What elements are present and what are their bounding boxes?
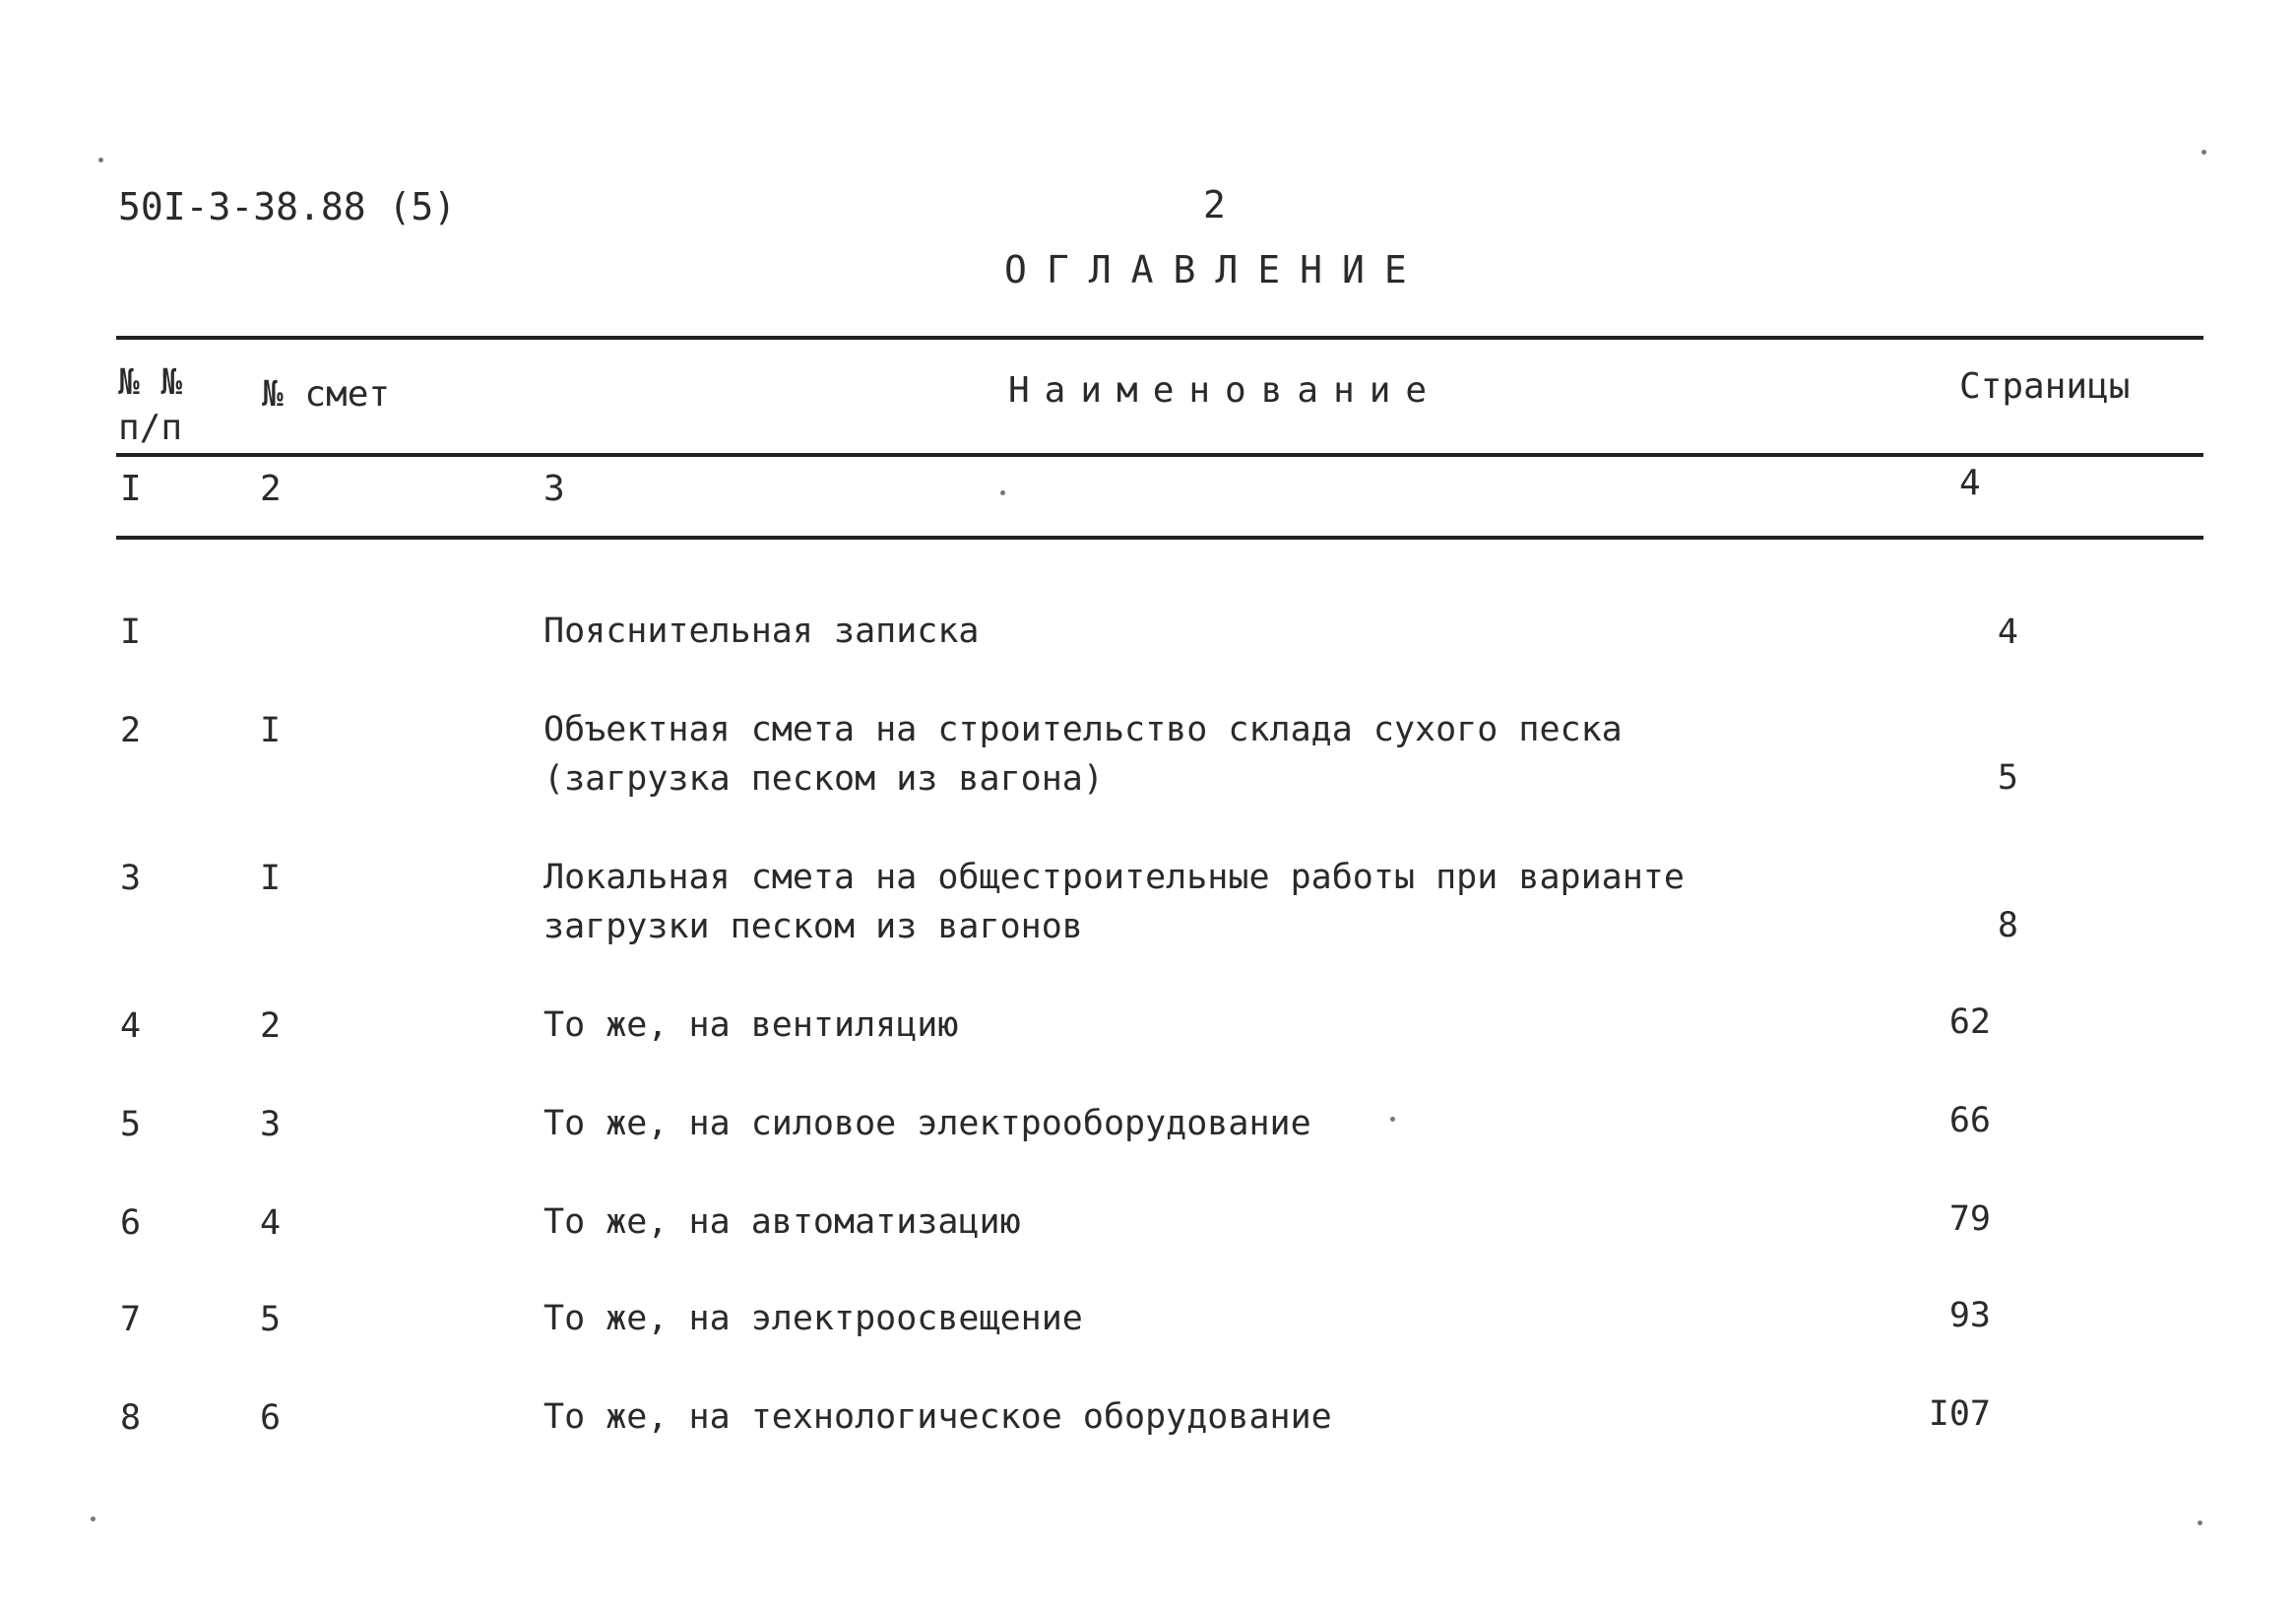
row-page: 66	[1948, 1101, 1991, 1140]
row-estimate: I	[260, 859, 282, 898]
row-page: 79	[1948, 1199, 1991, 1239]
row-page: 5	[1997, 758, 2018, 798]
document-code: 50I-3-38.88 (5)	[118, 185, 457, 228]
row-name-line1: Пояснительная записка	[543, 612, 980, 651]
row-name-line1: То же, на электроосвещение	[543, 1299, 1083, 1338]
row-number: I	[120, 613, 142, 652]
page-number: 2	[1203, 183, 1226, 226]
row-name-line1: То же, на автоматизацию	[543, 1202, 1021, 1242]
header-divider-rule	[116, 453, 2203, 457]
row-name-line1: То же, на технологическое оборудование	[543, 1397, 1332, 1437]
row-page: I07	[1928, 1394, 1991, 1434]
row-estimate: 5	[260, 1300, 282, 1339]
row-estimate: I	[260, 711, 282, 750]
column-header-name: Наименование	[1008, 370, 1442, 411]
row-number: 7	[120, 1300, 142, 1339]
row-name-line2: (загрузка песком из вагона)	[543, 759, 1104, 799]
column-header-number: № № п/п	[118, 362, 183, 448]
scan-speck	[1000, 490, 1005, 495]
scan-speck	[1390, 1117, 1395, 1122]
scan-speck	[98, 158, 103, 162]
row-number: 5	[120, 1105, 142, 1144]
row-number: 8	[120, 1398, 142, 1438]
page-title: ОГЛАВЛЕНИЕ	[1004, 248, 1427, 291]
column-number-1: I	[120, 469, 142, 509]
row-name-line1: То же, на силовое электрооборудование	[543, 1104, 1311, 1143]
row-number: 3	[120, 859, 142, 898]
row-number: 2	[120, 711, 142, 750]
row-name-line1: Объектная смета на строительство склада сухого песка	[543, 710, 1623, 749]
column-header-pages: Страницы	[1959, 366, 2131, 407]
row-number: 4	[120, 1006, 142, 1046]
row-name-line1: То же, на вентиляцию	[543, 1005, 959, 1045]
row-estimate: 3	[260, 1105, 282, 1144]
row-estimate: 2	[260, 1006, 282, 1046]
row-estimate: 4	[260, 1203, 282, 1243]
row-page: 62	[1948, 1002, 1991, 1042]
column-number-3: 3	[543, 469, 565, 509]
scan-speck	[2198, 1520, 2202, 1525]
column-header-estimate: № смет	[262, 374, 391, 415]
scan-speck	[91, 1516, 96, 1521]
row-number: 6	[120, 1203, 142, 1243]
scan-speck	[2201, 150, 2206, 155]
table-top-rule	[116, 336, 2203, 340]
row-name-line1: Локальная смета на общестроительные работы при варианте	[543, 858, 1685, 897]
column-number-2: 2	[260, 469, 282, 509]
column-number-4: 4	[1959, 463, 1981, 503]
row-name-line2: загрузки песком из вагонов	[543, 907, 1083, 946]
row-page: 4	[1997, 613, 2018, 652]
row-page: 93	[1948, 1296, 1991, 1335]
row-estimate: 6	[260, 1398, 282, 1438]
row-page: 8	[1997, 906, 2018, 945]
table-body-rule	[116, 536, 2203, 540]
